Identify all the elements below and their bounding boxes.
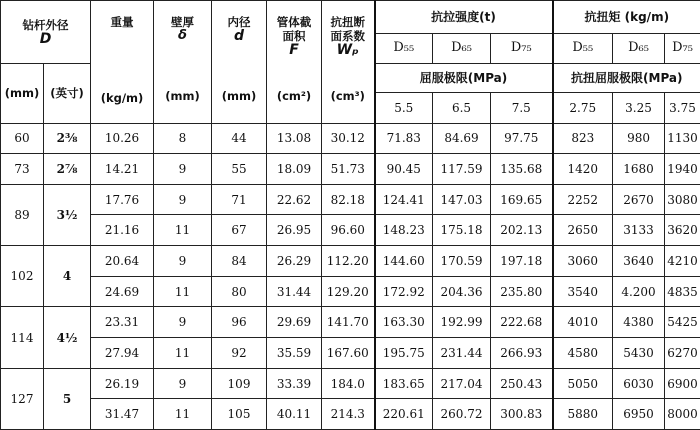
header-yield-value-d65: 6.5 — [433, 92, 491, 123]
inner-diameter-cell: 71 — [212, 184, 267, 215]
torque-d55-cell: 3540 — [553, 276, 613, 307]
modulus-cell: 30.12 — [322, 123, 375, 154]
tensile-d55-cell: 195.75 — [375, 338, 433, 369]
torque-d75-cell: 3080 — [665, 184, 700, 215]
header-modulus-label-1: 抗扭断 — [330, 15, 365, 29]
tensile-d65-cell: 231.44 — [433, 338, 491, 369]
wall-cell: 9 — [154, 154, 212, 185]
tensile-d75-cell: 169.65 — [491, 184, 553, 215]
torque-d75-cell: 1130 — [665, 123, 700, 154]
header-modulus — [322, 1, 375, 124]
header-weight — [91, 1, 154, 124]
header-torque-grade-d55: D₅₅ — [553, 33, 613, 64]
tensile-d65-cell: 175.18 — [433, 215, 491, 246]
weight-cell: 26.19 — [91, 368, 154, 399]
tensile-d75-cell: 300.83 — [491, 399, 553, 430]
torque-d55-cell: 4010 — [553, 307, 613, 338]
header-modulus-unit: (cm³) — [330, 89, 365, 103]
torque-d75-cell: 4210 — [665, 246, 700, 277]
header-wall — [154, 1, 212, 124]
torque-d65-cell: 980 — [613, 123, 665, 154]
tensile-d55-cell: 220.61 — [375, 399, 433, 430]
header-od-label: 钻杆外径 — [22, 18, 69, 33]
modulus-cell: 82.18 — [322, 184, 375, 215]
torque-d55-cell: 3060 — [553, 246, 613, 277]
weight-cell: 23.31 — [91, 307, 154, 338]
torque-d65-cell: 4.200 — [613, 276, 665, 307]
header-torsion-yield-value-d75: 3.75 — [665, 92, 700, 123]
od-inch-cell: 3½ — [44, 184, 91, 245]
header-tensile-grade-d75: D₇₅ — [491, 33, 553, 64]
header-yield-value-d55: 5.5 — [375, 92, 433, 123]
tensile-d65-cell: 84.69 — [433, 123, 491, 154]
od-mm-cell: 102 — [1, 246, 44, 307]
tensile-d55-cell: 148.23 — [375, 215, 433, 246]
tensile-d65-cell: 204.36 — [433, 276, 491, 307]
weight-cell: 10.26 — [91, 123, 154, 154]
area-cell: 26.29 — [267, 246, 322, 277]
modulus-cell: 129.20 — [322, 276, 375, 307]
od-inch-cell: 2⅞ — [44, 154, 91, 185]
area-cell: 26.95 — [267, 215, 322, 246]
area-cell: 22.62 — [267, 184, 322, 215]
tensile-d75-cell: 250.43 — [491, 368, 553, 399]
tensile-d75-cell: 235.80 — [491, 276, 553, 307]
torque-d75-cell: 8000 — [665, 399, 700, 430]
header-torsion-yield-value-d55: 2.75 — [553, 92, 613, 123]
tensile-d55-cell: 144.60 — [375, 246, 433, 277]
header-weight-label: 重量 — [110, 15, 134, 29]
torque-d75-cell: 3620 — [665, 215, 700, 246]
header-id-unit: (mm) — [221, 89, 257, 103]
header-yield-title: 屈服极限(MPa) — [375, 64, 553, 93]
wall-cell: 9 — [154, 368, 212, 399]
area-cell: 13.08 — [267, 123, 322, 154]
tensile-d75-cell: 135.68 — [491, 154, 553, 185]
header-tensile-grade-d55: D₅₅ — [375, 33, 433, 64]
od-inch-cell: 2⅜ — [44, 123, 91, 154]
wall-cell: 11 — [154, 276, 212, 307]
modulus-cell: 184.0 — [322, 368, 375, 399]
header-modulus-label-2: 面系数 — [330, 29, 365, 43]
table-row — [1, 184, 700, 215]
weight-cell: 21.16 — [91, 215, 154, 246]
torque-d75-cell: 6270 — [665, 338, 700, 369]
area-cell: 29.69 — [267, 307, 322, 338]
wall-cell: 11 — [154, 215, 212, 246]
torque-d65-cell: 4380 — [613, 307, 665, 338]
inner-diameter-cell: 92 — [212, 338, 267, 369]
modulus-cell: 167.60 — [322, 338, 375, 369]
tensile-d75-cell: 202.13 — [491, 215, 553, 246]
torque-d65-cell: 2670 — [613, 184, 665, 215]
tensile-d65-cell: 217.04 — [433, 368, 491, 399]
tensile-d75-cell: 222.68 — [491, 307, 553, 338]
header-torque-title: 抗扭矩 (kg/m) — [553, 1, 700, 34]
torque-d65-cell: 6030 — [613, 368, 665, 399]
header-wall-label: 壁厚 — [171, 15, 194, 29]
table-row — [1, 215, 700, 246]
weight-cell: 14.21 — [91, 154, 154, 185]
torque-d55-cell: 4580 — [553, 338, 613, 369]
header-weight-unit: (kg/m) — [100, 91, 144, 105]
inner-diameter-cell: 96 — [212, 307, 267, 338]
area-cell: 31.44 — [267, 276, 322, 307]
torque-d75-cell: 4835 — [665, 276, 700, 307]
table-row — [1, 368, 700, 399]
tensile-d55-cell: 172.92 — [375, 276, 433, 307]
torque-d65-cell: 3133 — [613, 215, 665, 246]
inner-diameter-cell: 67 — [212, 215, 267, 246]
header-area — [267, 1, 322, 124]
tensile-d65-cell: 117.59 — [433, 154, 491, 185]
torque-d55-cell: 823 — [553, 123, 613, 154]
torque-d75-cell: 6900 — [665, 368, 700, 399]
tensile-d75-cell: 97.75 — [491, 123, 553, 154]
tensile-d55-cell: 124.41 — [375, 184, 433, 215]
wall-cell: 8 — [154, 123, 212, 154]
modulus-cell: 51.73 — [322, 154, 375, 185]
tensile-d55-cell: 71.83 — [375, 123, 433, 154]
header-tensile-grade-d65: D₆₅ — [433, 33, 491, 64]
od-inch-cell: 5 — [44, 368, 91, 429]
header-tensile-title: 抗拉强度(t) — [375, 1, 553, 34]
table-row — [1, 123, 700, 154]
tensile-d65-cell: 192.99 — [433, 307, 491, 338]
tensile-d65-cell: 170.59 — [433, 246, 491, 277]
table-row — [1, 276, 700, 307]
table-header — [1, 1, 700, 124]
weight-cell: 24.69 — [91, 276, 154, 307]
tensile-d75-cell: 266.93 — [491, 338, 553, 369]
od-mm-cell: 127 — [1, 368, 44, 429]
header-torque-grade-d65: D₆₅ — [613, 33, 665, 64]
inner-diameter-cell: 44 — [212, 123, 267, 154]
torque-d75-cell: 1940 — [665, 154, 700, 185]
od-mm-cell: 114 — [1, 307, 44, 368]
area-cell: 35.59 — [267, 338, 322, 369]
header-od — [1, 1, 91, 64]
torque-d55-cell: 2650 — [553, 215, 613, 246]
header-area-unit: (cm²) — [276, 89, 312, 103]
header-area-label-2: 面积 — [282, 29, 306, 43]
header-torque-grade-d75: D₇₅ — [665, 33, 700, 64]
wall-cell: 11 — [154, 338, 212, 369]
table-body — [1, 123, 700, 429]
inner-diameter-cell: 109 — [212, 368, 267, 399]
od-mm-cell: 89 — [1, 184, 44, 245]
wall-cell: 9 — [154, 246, 212, 277]
area-cell: 33.39 — [267, 368, 322, 399]
header-torsion-yield-title: 抗扭屈服极限(MPa) — [553, 64, 700, 93]
header-torsion-yield-value-d65: 3.25 — [613, 92, 665, 123]
torque-d65-cell: 1680 — [613, 154, 665, 185]
weight-cell: 31.47 — [91, 399, 154, 430]
weight-cell: 27.94 — [91, 338, 154, 369]
torque-d55-cell: 2252 — [553, 184, 613, 215]
wall-cell: 11 — [154, 399, 212, 430]
tensile-d55-cell: 183.65 — [375, 368, 433, 399]
header-od-symbol: D — [39, 31, 52, 48]
torque-d65-cell: 3640 — [613, 246, 665, 277]
inner-diameter-cell: 84 — [212, 246, 267, 277]
od-mm-cell: 60 — [1, 123, 44, 154]
weight-cell: 17.76 — [91, 184, 154, 215]
inner-diameter-cell: 55 — [212, 154, 267, 185]
tensile-d55-cell: 163.30 — [375, 307, 433, 338]
table-row — [1, 246, 700, 277]
tensile-d65-cell: 260.72 — [433, 399, 491, 430]
area-cell: 18.09 — [267, 154, 322, 185]
header-wall-symbol: δ — [178, 28, 187, 43]
torque-d65-cell: 6950 — [613, 399, 665, 430]
tensile-d75-cell: 197.18 — [491, 246, 553, 277]
table-row — [1, 307, 700, 338]
header-modulus-symbol: Wₚ — [336, 42, 359, 58]
wall-cell: 9 — [154, 307, 212, 338]
table-row — [1, 338, 700, 369]
torque-d75-cell: 5425 — [665, 307, 700, 338]
od-inch-cell: 4½ — [44, 307, 91, 368]
table-row — [1, 399, 700, 430]
od-inch-cell: 4 — [44, 246, 91, 307]
inner-diameter-cell: 80 — [212, 276, 267, 307]
modulus-cell: 112.20 — [322, 246, 375, 277]
modulus-cell: 141.70 — [322, 307, 375, 338]
torque-d55-cell: 5050 — [553, 368, 613, 399]
weight-cell: 20.64 — [91, 246, 154, 277]
tensile-d55-cell: 90.45 — [375, 154, 433, 185]
header-id-symbol: d — [233, 28, 245, 44]
table-row — [1, 154, 700, 185]
header-area-label-1: 管体截 — [276, 15, 312, 29]
area-cell: 40.11 — [267, 399, 322, 430]
header-id — [212, 1, 267, 124]
torque-d65-cell: 5430 — [613, 338, 665, 369]
header-yield-value-d75: 7.5 — [491, 92, 553, 123]
inner-diameter-cell: 105 — [212, 399, 267, 430]
torque-d55-cell: 1420 — [553, 154, 613, 185]
wall-cell: 9 — [154, 184, 212, 215]
torque-d55-cell: 5880 — [553, 399, 613, 430]
modulus-cell: 214.3 — [322, 399, 375, 430]
modulus-cell: 96.60 — [322, 215, 375, 246]
header-wall-unit: (mm) — [165, 89, 200, 103]
tensile-d65-cell: 147.03 — [433, 184, 491, 215]
header-id-label: 内径 — [227, 15, 251, 29]
header-area-symbol: F — [289, 42, 299, 58]
header-od-unit-inch: (英寸) — [44, 64, 91, 123]
header-od-unit-mm: (mm) — [1, 64, 44, 123]
od-mm-cell: 73 — [1, 154, 44, 185]
